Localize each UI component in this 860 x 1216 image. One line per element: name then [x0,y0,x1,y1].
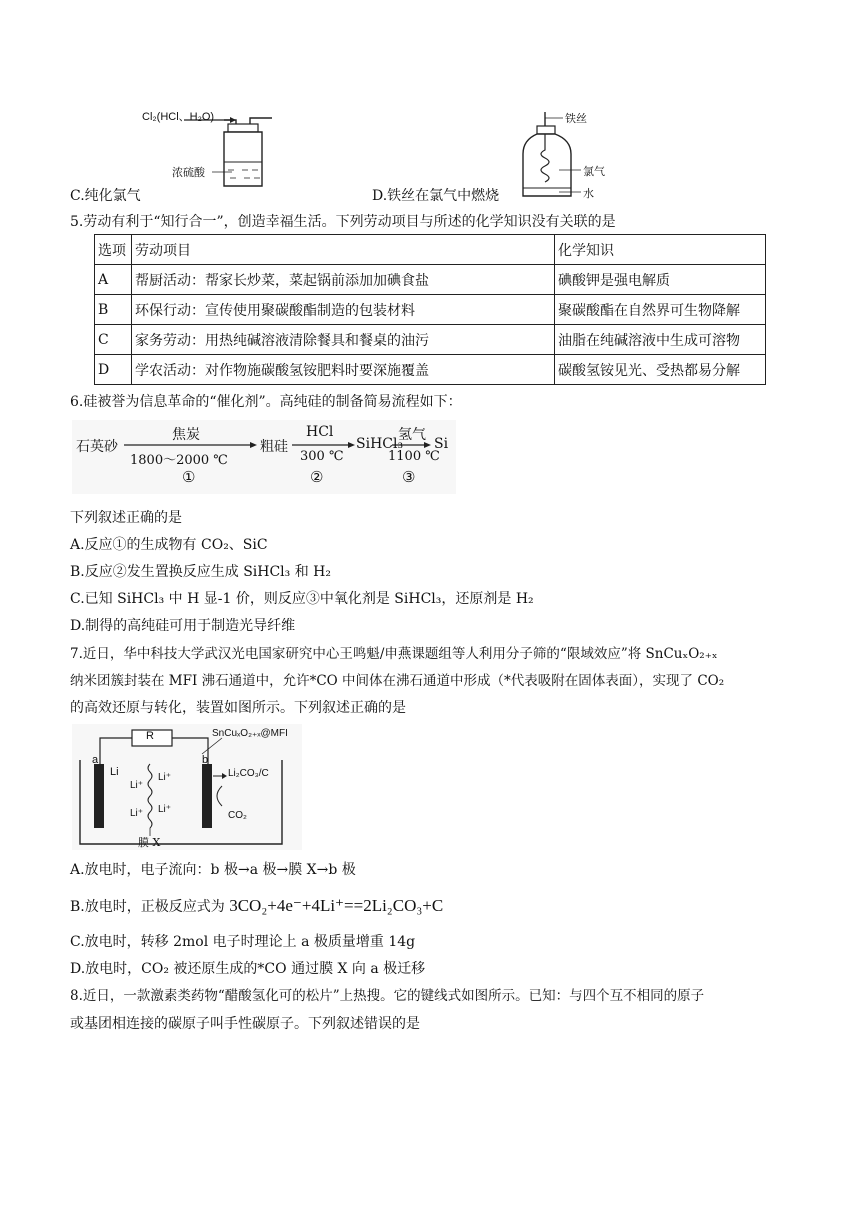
electrode-b [202,764,212,828]
q7-option-b-text: B.放电时，正极反应式为 [70,899,225,915]
flow-sihcl3: SiHCl₃ [356,436,404,452]
table-cell: 帮厨活动：帮家长炒菜，菜起锅前添加加碘食盐 [132,265,555,295]
product-arrowhead [222,773,227,779]
table-cell: 碳酸氢铵见光、受热都易分解 [555,355,766,385]
li-ion-label-3: Li⁺ [130,808,144,819]
li-ion-label-4: Li⁺ [158,804,172,815]
fig-c-liquid-label: 浓硫酸 [172,166,205,179]
q6-prompt: 下列叙述正确的是 [70,510,182,526]
table-cell: A [95,265,132,295]
product-label: Li₂CO₃/C [228,768,269,779]
table-cell: 碘酸钾是强电解质 [555,265,766,295]
flow-step3-number: ③ [402,468,416,486]
flow-step3-condition: 1100 ℃ [388,449,440,464]
fig-d-caption: D.铁丝在氯气中燃烧 [372,188,500,204]
fig-c-gas-label: Cl₂(HCl、H₂O) [142,111,215,123]
fig-d-wire-label: 铁丝 [565,112,587,125]
q7-option-d: D.放电时，CO₂ 被还原生成的*CO 通过膜 X 向 a 极迁移 [70,961,426,977]
table-cell: 学农活动：对作物施碳酸氢铵肥料时要深施覆盖 [132,355,555,385]
bottle-stopper [228,124,258,132]
resistor-label: R [146,730,154,742]
table-cell: B [95,295,132,325]
q7-option-b-equation: 3CO₂+4e⁻+4Li⁺==2Li₂CO₃+C [229,896,444,915]
co2-label: CO₂ [228,810,247,821]
bottle-mouth [537,126,555,134]
header-chem-knowledge: 化学知识 [555,235,766,265]
table-cell: 油脂在纯碱溶液中生成可溶物 [555,325,766,355]
flow-step2-number: ② [310,468,324,486]
electrode-a-label: a [92,754,99,766]
table-cell: 聚碳酸酯在自然界可生物降解 [555,295,766,325]
catalyst-label: SnCuₓO₂₊ₓ@MFI [212,728,288,739]
li-ion-label-1: Li⁺ [130,780,144,791]
silicon-flow-diagram [72,420,456,494]
catalyst-pointer [202,738,222,754]
anode-li-label: Li [110,766,119,778]
arrowhead-2 [348,442,355,448]
header-option: 选项 [95,235,132,265]
electrode-b-label: b [202,754,209,766]
fig-c-caption: C.纯化氯气 [70,188,141,204]
table-header-row [95,235,766,265]
q6-option-c: C.已知 SiHCl₃ 中 H 显-1 价，则反应③中氧化剂是 SiHCl₃，还原剂是 H₂ [70,591,534,607]
table-row [95,325,766,355]
q7-stem-line3: 的高效还原与转化，装置如图所示。下列叙述正确的是 [70,700,406,716]
table-row [95,265,766,295]
q7-option-b-row [70,896,443,917]
q6-option-d: D.制得的高纯硅可用于制造光导纤维 [70,618,296,634]
q6-option-a: A.反应①的生成物有 CO₂、SiC [70,537,268,553]
arrowhead-1 [250,442,257,448]
q6-stem: 6.硅被誉为信息革命的“催化剂”。高纯硅的制备简易流程如下： [70,394,462,410]
q7-option-a: A.放电时，电子流向：b 极→a 极→膜 X→b 极 [70,862,356,878]
flow-end: Si [434,436,449,452]
q6-option-b: B.反应②发生置换反应生成 SiHCl₃ 和 H₂ [70,564,331,580]
q8-stem-line1: 8.近日，一款激素类药物“醋酸氢化可的松片”上热搜。它的键线式如图所示。已知：与四个互不相同的原子 [70,988,705,1004]
q7-stem-line1: 7.近日，华中科技大学武汉光电国家研究中心王鸣魁/申燕课题组等人利用分子筛的“限域效应”将 SnCuₓO₂₊ₓ [70,646,718,662]
table-cell: C [95,325,132,355]
table-cell: 环保行动：宣传使用聚碳酸酯制造的包装材料 [132,295,555,325]
flow-step1-condition: 1800～2000 ℃ [130,453,228,468]
battery-diagram [72,724,302,850]
q5-stem: 5.劳动有利于“知行合一”，创造幸福生活。下列劳动项目与所述的化学知识没有关联的是 [70,214,616,230]
figure-d-iron-wire-bottle [515,110,645,202]
table-cell: D [95,355,132,385]
q7-option-c: C.放电时，转移 2mol 电子时理论上 a 极质量增重 14g [70,934,416,950]
flow-step1-reagent: 焦炭 [172,427,200,443]
fig-d-water-label: 水 [583,187,594,200]
figure-c-gas-washing-bottle [140,100,280,192]
flow-step1-number: ① [182,468,196,486]
li-ion-label-2: Li⁺ [158,772,172,783]
table-cell: 家务劳动：用热纯碱溶液清除餐具和餐桌的油污 [132,325,555,355]
q5-table [94,234,766,385]
table-row [95,355,766,385]
flow-step2-condition: 300 ℃ [300,449,344,464]
flow-start: 石英砂 [76,439,118,455]
membrane-label: 膜 X [138,836,161,849]
wire-left [100,738,132,764]
header-labor-item: 劳动项目 [132,235,555,265]
membrane-x [148,764,152,828]
flow-crude-si: 粗硅 [260,439,288,455]
flow-step3-reagent: 氢气 [398,427,426,443]
flow-step2-reagent: HCl [306,424,334,440]
electrode-a [94,764,104,828]
q8-stem-line2: 或基团相连接的碳原子叫手性碳原子。下列叙述错误的是 [70,1016,420,1032]
fig-d-gas-label: 氯气 [583,165,605,178]
table-row [95,295,766,325]
co2-curve [217,786,222,806]
battery-device-figure [72,724,302,850]
q7-stem-line2: 纳米团簇封装在 MFI 沸石通道中，允许*CO 中间体在沸石通道中形成（*代表吸附在固体表面），实现了 CO₂ [70,673,725,689]
